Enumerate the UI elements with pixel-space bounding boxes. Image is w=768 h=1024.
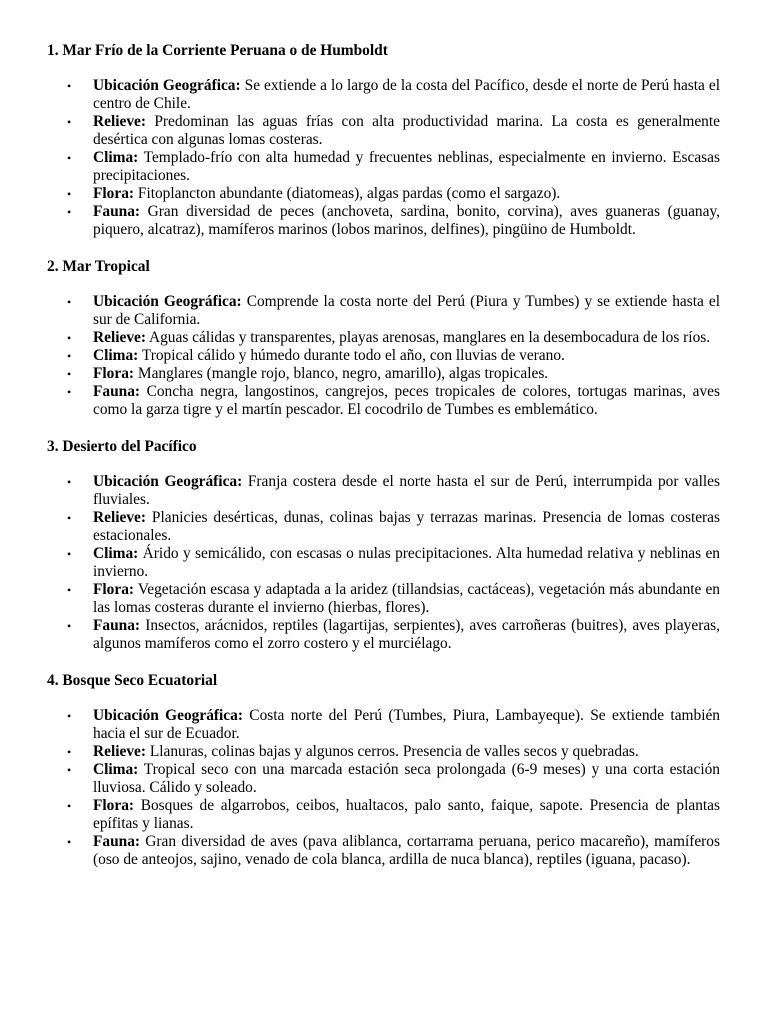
section-list: [47, 77, 720, 239]
list-item: [47, 383, 720, 419]
item-text: Concha negra, langostinos, cangrejos, peces tropicales de colores, tortugas marinas, aves como la garza tigre y el martín pescador. El cocodrilo de Tumbes es emblemático.: [93, 383, 720, 418]
bullet-icon: •: [67, 385, 72, 399]
item-label: Fauna:: [93, 383, 141, 400]
item-text: Costa norte del Perú (Tumbes, Piura, Lambayeque). Se extiende también hacia el sur de Ecuador.: [93, 707, 720, 742]
item-text: Fitoplancton abundante (diatomeas), algas pardas (como el sargazo).: [134, 185, 561, 202]
item-label: Ubicación Geográfica:: [93, 293, 242, 310]
section-list: [47, 707, 720, 869]
bullet-icon: •: [67, 763, 72, 777]
section-title: 2. Mar Tropical: [47, 258, 150, 275]
item-label: Flora:: [93, 365, 135, 382]
list-item: [47, 473, 720, 509]
item-label: Relieve:: [93, 329, 146, 346]
item-text: Tropical cálido y húmedo durante todo el año, con lluvias de verano.: [138, 347, 565, 364]
list-item: [47, 761, 720, 797]
list-item: [47, 545, 720, 581]
item-label: Fauna:: [93, 833, 141, 850]
item-text: Aguas cálidas y transparentes, playas arenosas, manglares en la desembocadura de los ríos.: [145, 329, 711, 346]
bullet-icon: •: [67, 295, 72, 309]
item-text: Templado-frío con alta humedad y frecuentes neblinas, especialmente en invierno. Escasas precipitaciones.: [93, 149, 720, 184]
item-label: Clima:: [93, 761, 139, 778]
item-text: Vegetación escasa y adaptada a la aridez (tillandsias, cactáceas), vegetación más abundante en las lomas costeras durante el invierno (hierbas, flores).: [93, 581, 720, 616]
section-humboldt: [47, 42, 720, 239]
list-item: [47, 617, 720, 653]
list-item: [47, 77, 720, 113]
bullet-icon: •: [67, 205, 72, 219]
bullet-icon: •: [67, 745, 72, 759]
list-item: [47, 329, 720, 347]
list-item: [47, 509, 720, 545]
item-text: Insectos, arácnidos, reptiles (lagartijas, serpientes), aves carroñeras (buitres), aves playeras, algunos mamíferos como el zorro costero y el murciélago.: [93, 617, 720, 652]
item-label: Flora:: [93, 185, 135, 202]
bullet-icon: •: [67, 79, 72, 93]
bullet-icon: •: [67, 511, 72, 525]
item-text: Comprende la costa norte del Perú (Piura y Tumbes) y se extiende hasta el sur de California.: [93, 293, 720, 328]
bullet-icon: •: [67, 475, 72, 489]
list-item: [47, 743, 720, 761]
section-title: 4. Bosque Seco Ecuatorial: [47, 672, 218, 689]
bullet-icon: •: [67, 151, 72, 165]
item-text: Se extiende a lo largo de la costa del Pacífico, desde el norte de Perú hasta el centro de Chile.: [93, 77, 720, 112]
item-label: Relieve:: [93, 113, 146, 130]
section-desierto-pacifico: [47, 438, 720, 653]
item-text: Bosques de algarrobos, ceibos, hualtacos, palo santo, faique, sapote. Presencia de plantas epífitas y lianas.: [93, 797, 720, 832]
section-bosque-seco: [47, 672, 720, 869]
list-item: [47, 707, 720, 743]
item-label: Ubicación Geográfica:: [93, 707, 243, 724]
item-text: Llanuras, colinas bajas y algunos cerros. Presencia de valles secos y quebradas.: [145, 743, 639, 760]
list-item: [47, 203, 720, 239]
item-label: Ubicación Geográfica:: [93, 473, 243, 490]
item-text: Predominan las aguas frías con alta productividad marina. La costa es generalmente desértica con algunas lomas costeras.: [93, 113, 720, 148]
item-text: Árido y semicálido, con escasas o nulas precipitaciones. Alta humedad relativa y neblinas en invierno.: [93, 545, 720, 580]
item-label: Clima:: [93, 149, 139, 166]
section-list: [47, 473, 720, 653]
bullet-icon: •: [67, 331, 72, 345]
list-item: [47, 113, 720, 149]
bullet-icon: •: [67, 835, 72, 849]
bullet-icon: •: [67, 349, 72, 363]
section-title: 1. Mar Frío de la Corriente Peruana o de Humboldt: [47, 42, 388, 59]
item-label: Relieve:: [93, 509, 146, 526]
bullet-icon: •: [67, 187, 72, 201]
item-label: Ubicación Geográfica:: [93, 77, 241, 94]
item-label: Fauna:: [93, 203, 141, 220]
list-item: [47, 149, 720, 185]
item-text: Gran diversidad de aves (pava aliblanca, cortarrama peruana, perico macareño), mamíferos (oso de anteojos, sajino, venado de cola blanca, ardilla de nuca blanca), reptiles (iguana, pacaso).: [93, 833, 720, 868]
bullet-icon: •: [67, 619, 72, 633]
section-mar-tropical: [47, 258, 720, 419]
item-text: Manglares (mangle rojo, blanco, negro, amarillo), algas tropicales.: [134, 365, 549, 382]
bullet-icon: •: [67, 709, 72, 723]
bullet-icon: •: [67, 583, 72, 597]
list-item: [47, 185, 720, 203]
bullet-icon: •: [67, 115, 72, 129]
section-title: 3. Desierto del Pacífico: [47, 438, 197, 455]
item-label: Clima:: [93, 545, 139, 562]
item-text: Gran diversidad de peces (anchoveta, sardina, bonito, corvina), aves guaneras (guanay, piquero, alcatraz), mamíferos marinos (lobos marinos, delfines), pingüino de Humboldt.: [93, 203, 720, 238]
item-label: Clima:: [93, 347, 139, 364]
list-item: [47, 833, 720, 869]
item-label: Flora:: [93, 797, 135, 814]
item-text: Franja costera desde el norte hasta el sur de Perú, interrumpida por valles fluviales.: [93, 473, 720, 508]
bullet-icon: •: [67, 799, 72, 813]
item-label: Fauna:: [93, 617, 141, 634]
list-item: [47, 581, 720, 617]
section-list: [47, 293, 720, 419]
item-label: Flora:: [93, 581, 135, 598]
list-item: [47, 365, 720, 383]
list-item: [47, 293, 720, 329]
bullet-icon: •: [67, 367, 72, 381]
item-label: Relieve:: [93, 743, 146, 760]
item-text: Planicies desérticas, dunas, colinas bajas y terrazas marinas. Presencia de lomas costeras estacionales.: [93, 509, 720, 544]
item-text: Tropical seco con una marcada estación seca prolongada (6-9 meses) y una corta estación lluviosa. Cálido y soleado.: [93, 761, 720, 796]
list-item: [47, 797, 720, 833]
list-item: [47, 347, 720, 365]
bullet-icon: •: [67, 547, 72, 561]
